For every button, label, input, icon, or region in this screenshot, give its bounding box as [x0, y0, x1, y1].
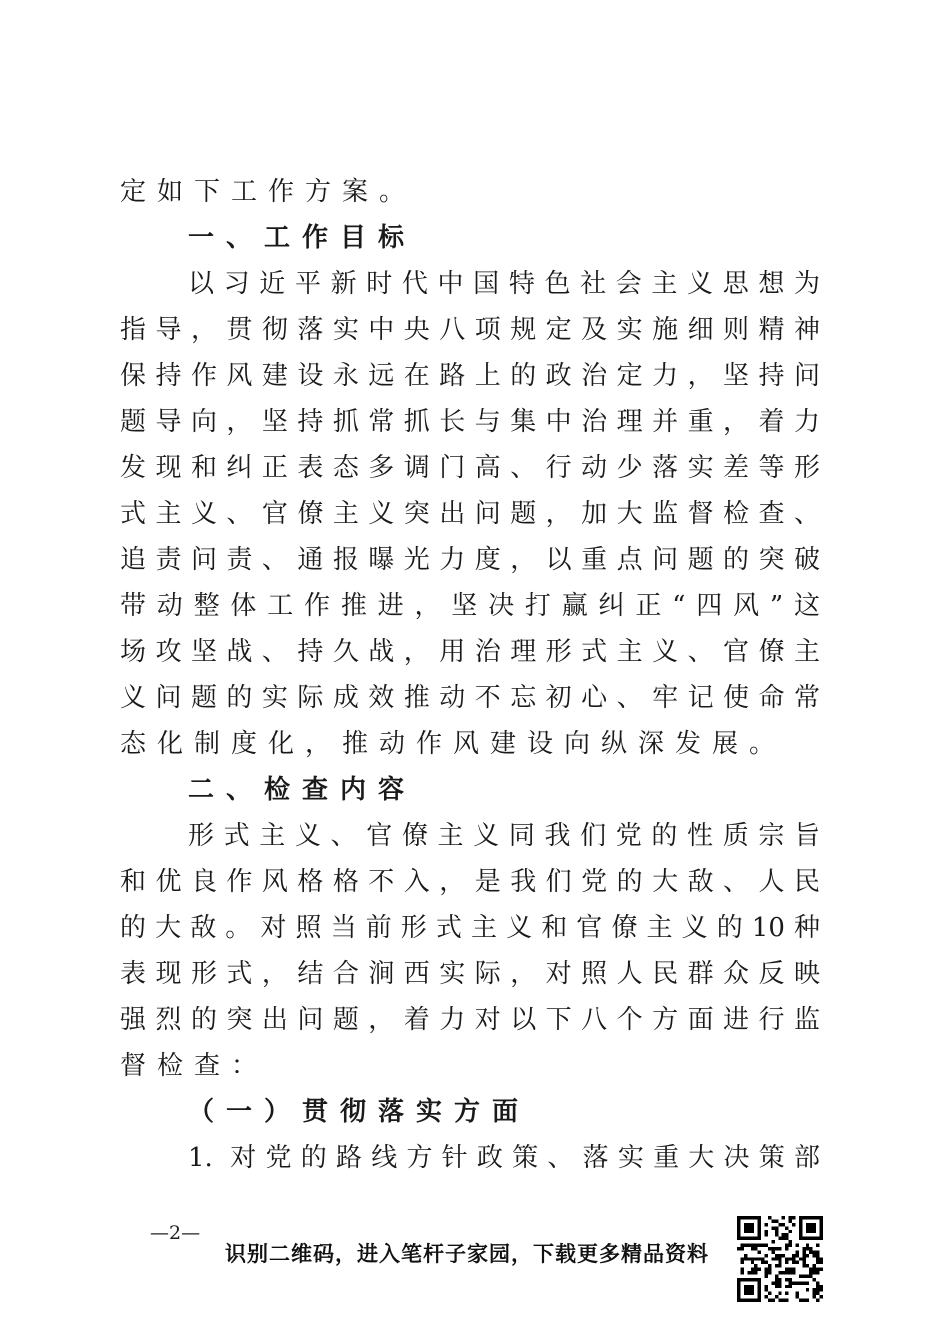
text-line: 场攻坚战、持久战，用治理形式主义、官僚主	[120, 637, 820, 667]
text-line: 督检查：	[120, 1051, 269, 1081]
section-heading-contents: 二、检查内容	[188, 775, 417, 805]
text-line: 追责问责、通报曝光力度，以重点问题的突破	[120, 545, 820, 575]
text-line: 保持作风建设永远在路上的政治定力，坚持问	[120, 361, 820, 391]
text-line: 强烈的突出问题，着力对以下八个方面进行监	[120, 1005, 820, 1035]
text-line: 义问题的实际成效推动不忘初心、牢记使命常	[120, 683, 820, 713]
footer-note: 识别二维码，进入笔杆子家园，下载更多精品资料	[225, 1241, 709, 1266]
text-line: 和优良作风格格不入，是我们党的大敌、人民	[120, 867, 820, 897]
text-line: 态化制度化，推动作风建设向纵深发展。	[120, 729, 787, 759]
qr-code-icon	[737, 1216, 823, 1302]
page-number: —2—	[150, 1222, 201, 1244]
text-line: 的大敌。对照当前形式主义和官僚主义的10种	[120, 913, 820, 943]
subsection-heading: （一）贯彻落实方面	[188, 1097, 531, 1127]
text-line: 表现形式，结合涧西实际，对照人民群众反映	[120, 959, 820, 989]
text-line: 以习近平新时代中国特色社会主义思想为	[188, 269, 820, 299]
text-line: 发现和纠正表态多调门高、行动少落实差等形	[120, 453, 820, 483]
text-line: 指导，贯彻落实中央八项规定及实施细则精神	[120, 315, 820, 345]
text-line: 1. 对党的路线方针政策、落实重大决策部	[188, 1143, 820, 1173]
text-line: 定如下工作方案。	[120, 177, 417, 207]
text-line: 形式主义、官僚主义同我们党的性质宗旨	[188, 821, 820, 851]
text-line: 式主义、官僚主义突出问题，加大监督检查、	[120, 499, 820, 529]
text-line: 题导向，坚持抓常抓长与集中治理并重，着力	[120, 407, 820, 437]
text-line: 带动整体工作推进，坚决打赢纠正“四风”这	[120, 591, 820, 621]
section-heading-goals: 一、工作目标	[188, 223, 417, 253]
